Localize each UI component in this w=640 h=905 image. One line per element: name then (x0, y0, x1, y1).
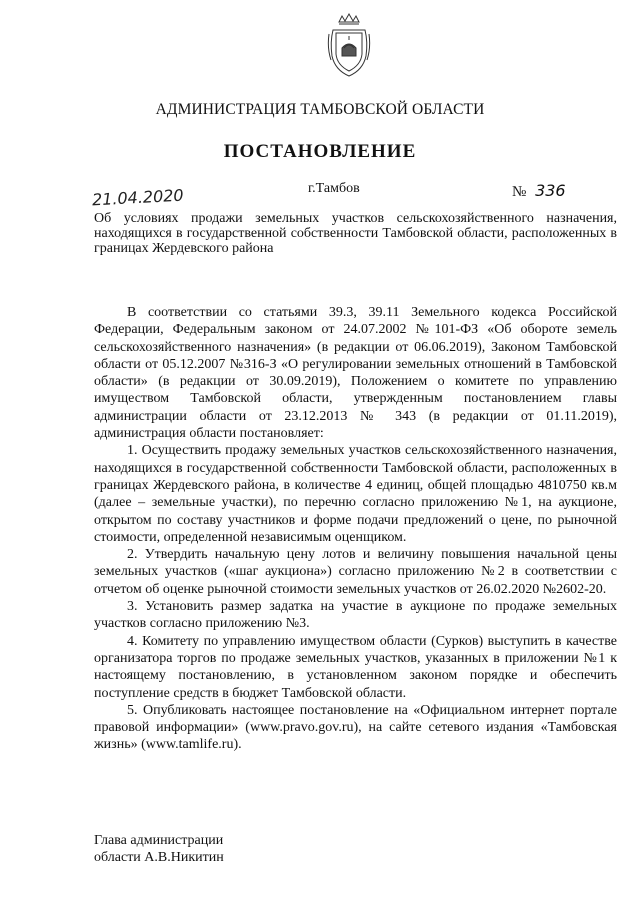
signature-title: Глава администрации (94, 833, 224, 848)
clause-2: 2. Утвердить начальную цену лотов и величину повышения начальной цены земельных участков («шаг аукциона») согласно приложению №2 в соответствии с отчетом об оценке рыночной стоимости земельных участков от 26.02.2020 №2602-20. (94, 547, 617, 597)
organization-name: АДМИНИСТРАЦИЯ ТАМБОВСКОЙ ОБЛАСТИ (155, 101, 485, 118)
document-number (512, 181, 566, 201)
signature-block (94, 832, 224, 866)
clause-4: 4. Комитету по управлению имуществом области (Сурков) выступить в качестве организатора торгов по продаже земельных участков, указанных в приложении №1 к настоящему постановлению, в установленном законом порядке и обеспечить поступление средств в бюджет Тамбовской области. (94, 633, 617, 701)
clause-3: 3. Установить размер задатка на участие в аукционе по продаже земельных участков согласно приложению №3. (94, 599, 617, 632)
coat-of-arms-emblem (327, 12, 371, 80)
document-subject: Об условиях продажи земельных участков сельскохозяйственного назначения, находящихся в государственной собственности Тамбовской области, расположенных в границах Жердевского района (94, 211, 617, 256)
document-body (94, 304, 617, 754)
clause-1: 1. Осуществить продажу земельных участков сельскохозяйственного назначения, находящихся в государственной собственности Тамбовской области, расположенных в границах Жердевского района, в количестве 4 единиц, общей площадью 4810750 кв.м (далее – земельные участки), по перечню согласно приложению №1, на аукционе, открытом по составу участников и форме подачи предложений о цене, по рыночной стоимости, определенной независимым оценщиком. (94, 443, 617, 545)
document-type-title: ПОСТАНОВЛЕНИЕ (223, 141, 417, 162)
document-date: 21.04.2020 (91, 185, 185, 210)
document-city: г.Тамбов (308, 181, 360, 196)
clause-5: 5. Опубликовать настоящее постановление на «Официальном интернет портале правовой информации» (www.pravo.gov.ru), на сайте сетевого издания «Тамбовская жизнь» (www.tamlife.ru). (94, 702, 617, 753)
preamble-paragraph: В соответствии со статьями 39.3, 39.11 Земельного кодекса Российской Федерации, Федеральным законом от 24.07.2002 №101-ФЗ «Об обороте земель сельскохозяйственного назначения» (в редакции от 06.06.2019), Законом Тамбовской области от 05.12.2007 №316-З «О регулировании земельных отношений в Тамбовской области» (в редакции от 30.09.2019), Положением о комитете по управлению имуществом Тамбовской области, утвержденным постановлением главы администрации области от 23.12.2013 № 343 (в редакции от 01.11.2019), администрация области постановляет: (94, 305, 617, 442)
signature-name: области А.В.Никитин (94, 850, 224, 865)
number-label: № (512, 184, 527, 200)
number-value: 336 (535, 181, 566, 200)
